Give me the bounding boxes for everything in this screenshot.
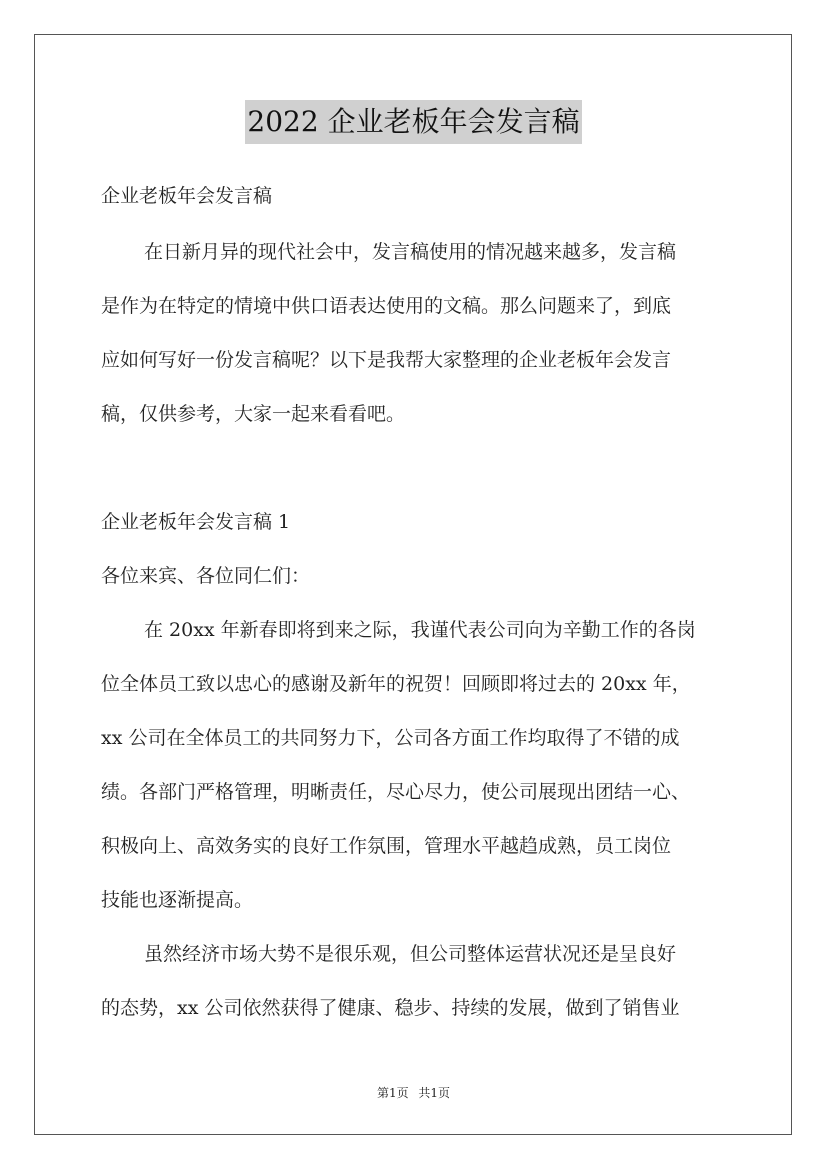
section-heading: 企业老板年会发言稿 1	[101, 511, 291, 533]
paragraph-line: 绩。各部门严格管理，明晰责任，尽心尽力，使公司展现出团结一心、	[101, 781, 691, 803]
paragraph-line: xx 公司在全体员工的共同努力下，公司各方面工作均取得了不错的成	[101, 727, 680, 749]
intro-line: 是作为在特定的情境中供口语表达使用的文稿。那么问题来了，到底	[101, 295, 672, 317]
paragraph-line: 的态势，xx 公司依然获得了健康、稳步、持续的发展，做到了销售业	[101, 997, 680, 1019]
page-number: 第1页	[376, 1086, 409, 1100]
paragraph-line: 虽然经济市场大势不是很乐观，但公司整体运营状况还是呈良好	[144, 943, 677, 965]
salutation: 各位来宾、各位同仁们：	[101, 565, 311, 587]
document-title: 2022 企业老板年会发言稿	[245, 100, 581, 144]
paragraph-line: 积极向上、高效务实的良好工作氛围，管理水平越趋成熟，员工岗位	[101, 835, 672, 857]
document-subtitle: 企业老板年会发言稿	[101, 185, 273, 207]
title-container	[0, 100, 827, 144]
intro-line: 稿，仅供参考，大家一起来看看吧。	[101, 403, 406, 425]
intro-line: 在日新月异的现代社会中，发言稿使用的情况越来越多，发言稿	[144, 241, 677, 263]
paragraph-line: 在 20xx 年新春即将到来之际，我谨代表公司向为辛勤工作的各岗	[144, 619, 696, 641]
intro-line: 应如何写好一份发言稿呢？以下是我帮大家整理的企业老板年会发言	[101, 349, 672, 371]
paragraph-line: 位全体员工致以忠心的感谢及新年的祝贺！回顾即将过去的 20xx 年，	[101, 673, 691, 695]
page-total: 共1页	[418, 1086, 451, 1100]
page-footer	[0, 1084, 827, 1101]
paragraph-line: 技能也逐渐提高。	[101, 889, 254, 911]
